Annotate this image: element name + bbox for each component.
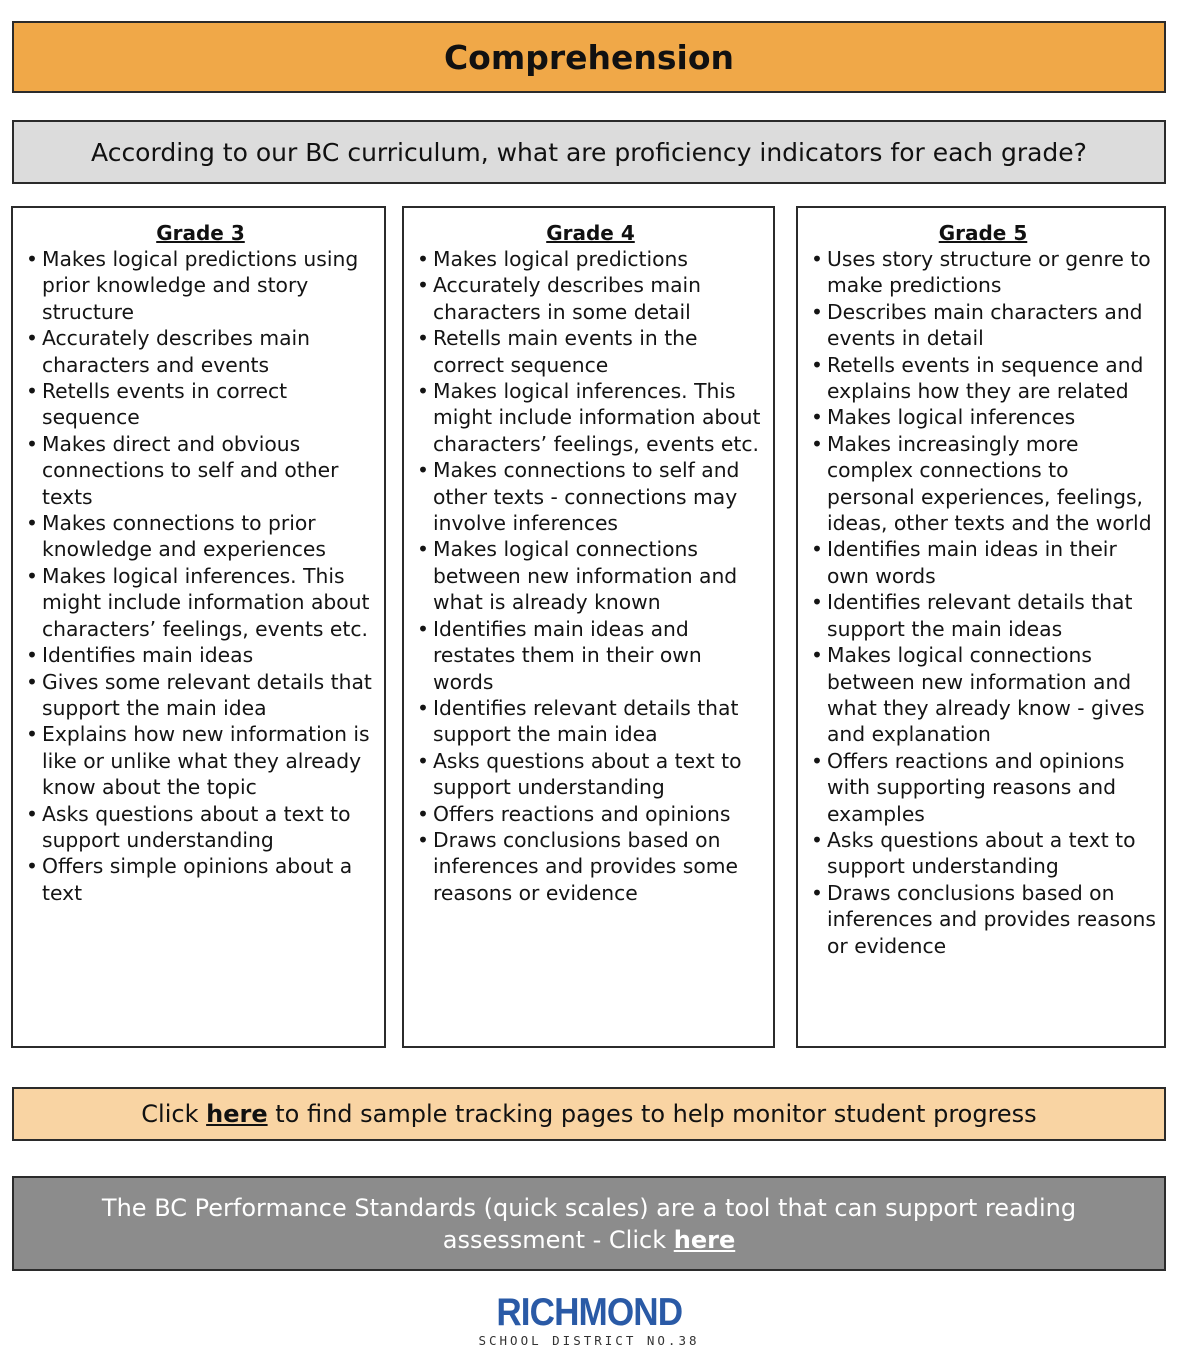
grade-3-list	[25, 246, 376, 906]
grade-3-column	[11, 206, 386, 1048]
grade-5-column	[796, 206, 1166, 1048]
list-item: • Retells events in correct sequence	[25, 378, 376, 431]
list-item: • Asks questions about a text to support understanding	[810, 827, 1156, 880]
standards-text	[44, 1192, 1134, 1256]
list-item: • Makes logical inferences. This might include information about characters’ feelings, events etc.	[416, 378, 765, 457]
page-title: Comprehension	[443, 37, 735, 77]
grade-5-heading: Grade 5	[938, 221, 1028, 245]
list-item: • Retells events in sequence and explains how they are related	[810, 352, 1156, 405]
standards-banner	[12, 1176, 1166, 1271]
list-item: • Gives some relevant details that support the main idea	[25, 669, 376, 722]
list-item: • Makes direct and obvious connections to self and other texts	[25, 431, 376, 510]
list-item: • Identifies relevant details that support the main ideas	[810, 589, 1156, 642]
list-item: • Draws conclusions based on inferences and provides some reasons or evidence	[416, 827, 765, 906]
list-item: • Identifies main ideas and restates them in their own words	[416, 616, 765, 695]
list-item: • Makes logical connections between new information and what they already know - gives and explanation	[810, 642, 1156, 748]
grade-4-heading: Grade 4	[546, 221, 635, 245]
district-logo	[0, 1292, 1178, 1348]
tracking-here-link[interactable]: here	[206, 1100, 268, 1128]
tracking-text	[141, 1100, 1036, 1128]
grade-3-heading: Grade 3	[156, 221, 245, 245]
list-item: • Accurately describes main characters in some detail	[416, 272, 765, 325]
standards-here-link[interactable]: here	[673, 1225, 736, 1254]
list-item: • Makes logical connections between new information and what is already known	[416, 536, 765, 615]
logo-subtitle: SCHOOL DISTRICT NO.38	[478, 1333, 700, 1348]
list-item: • Draws conclusions based on inferences and provides reasons or evidence	[810, 880, 1156, 959]
list-item: • Uses story structure or genre to make predictions	[810, 246, 1156, 299]
list-item: • Identifies main ideas	[25, 642, 376, 668]
grade-4-list	[416, 246, 765, 906]
list-item: • Asks questions about a text to support understanding	[25, 801, 376, 854]
list-item: • Makes logical inferences	[810, 404, 1156, 430]
logo-name: RICHMOND	[496, 1291, 682, 1334]
tracking-suffix: to find sample tracking pages to help monitor student progress	[275, 1100, 1037, 1128]
list-item: • Describes main characters and events in detail	[810, 299, 1156, 352]
list-item: • Explains how new information is like or unlike what they already know about the topic	[25, 721, 376, 800]
list-item: • Makes increasingly more complex connections to personal experiences, feelings, ideas, other texts and the world	[810, 431, 1156, 537]
tracking-banner	[12, 1087, 1166, 1141]
tracking-prefix: Click	[141, 1100, 199, 1128]
list-item: • Asks questions about a text to support understanding	[416, 748, 765, 801]
list-item: • Retells main events in the correct sequence	[416, 325, 765, 378]
list-item: • Offers simple opinions about a text	[25, 853, 376, 906]
grade-4-column	[402, 206, 775, 1048]
list-item: • Identifies relevant details that support the main idea	[416, 695, 765, 748]
list-item: • Identifies main ideas in their own words	[810, 536, 1156, 589]
question-banner	[12, 120, 1166, 184]
list-item: • Makes connections to prior knowledge and experiences	[25, 510, 376, 563]
grade-5-list	[810, 246, 1156, 959]
standards-description: The BC Performance Standards (quick scales) are a tool that can support reading assessment - Click	[101, 1193, 1077, 1254]
list-item: • Accurately describes main characters and events	[25, 325, 376, 378]
title-banner	[12, 21, 1166, 93]
list-item: • Makes connections to self and other texts - connections may involve inferences	[416, 457, 765, 536]
list-item: • Makes logical predictions	[416, 246, 765, 272]
question-text: According to our BC curriculum, what are proficiency indicators for each grade?	[91, 137, 1087, 167]
list-item: • Offers reactions and opinions with supporting reasons and examples	[810, 748, 1156, 827]
list-item: • Makes logical inferences. This might include information about characters’ feelings, events etc.	[25, 563, 376, 642]
list-item: • Offers reactions and opinions	[416, 801, 765, 827]
list-item: • Makes logical predictions using prior knowledge and story structure	[25, 246, 376, 325]
